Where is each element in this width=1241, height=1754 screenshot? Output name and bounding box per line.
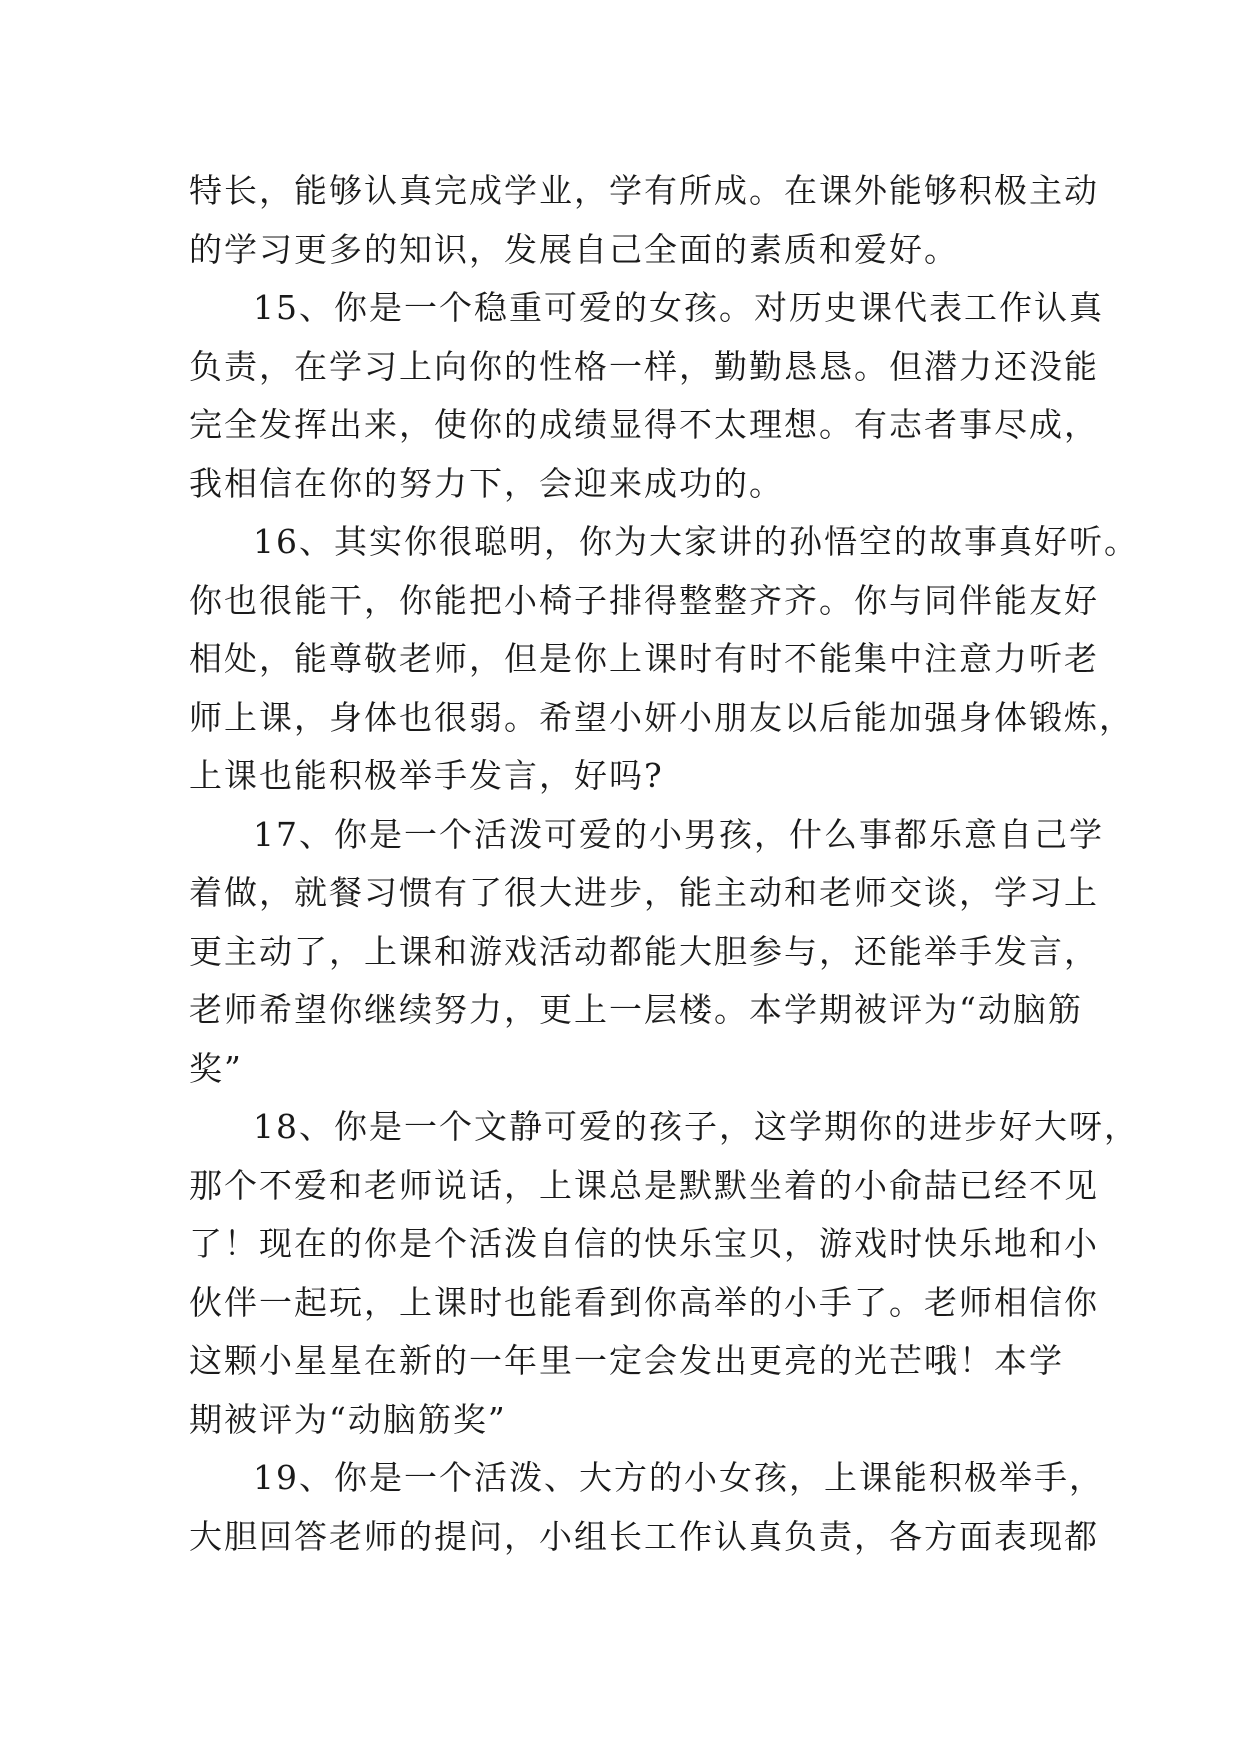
text-line: 上课也能积极举手发言，好吗? — [189, 756, 664, 795]
text-line: 18、你是一个文静可爱的孩子，这学期你的进步好大呀， — [253, 1107, 1139, 1146]
text-line: 这颗小星星在新的一年里一定会发出更亮的光芒哦！本学 — [189, 1341, 1064, 1380]
text-line: 了！现在的你是个活泼自信的快乐宝贝，游戏时快乐地和小 — [189, 1224, 1099, 1263]
text-line: 老师希望你继续努力，更上一层楼。本学期被评为“动脑筋 — [189, 990, 1083, 1029]
text-line: 负责，在学习上向你的性格一样，勤勤恳恳。但潜力还没能 — [189, 346, 1099, 386]
text-line: 伙伴一起玩，上课时也能看到你高举的小手了。老师相信你 — [189, 1282, 1099, 1322]
text-line: 完全发挥出来，使你的成绩显得不太理想。有志者事尽成， — [189, 405, 1099, 444]
text-line: 19、你是一个活泼、大方的小女孩，上课能积极举手， — [253, 1458, 1104, 1497]
text-line: 你也很能干，你能把小椅子排得整整齐齐。你与同伴能友好 — [189, 580, 1099, 620]
text-line: 我相信在你的努力下，会迎来成功的。 — [189, 463, 784, 503]
text-line: 着做，就餐习惯有了很大进步，能主动和老师交谈，学习上 — [189, 873, 1099, 912]
text-line: 的学习更多的知识，发展自己全面的素质和爱好。 — [189, 229, 959, 269]
text-line: 17、你是一个活泼可爱的小男孩，什么事都乐意自己学 — [253, 814, 1104, 854]
text-line: 相处，能尊敬老师，但是你上课时有时不能集中注意力听老 — [189, 639, 1099, 678]
text-line: 16、其实你很聪明，你为大家讲的孙悟空的故事真好听。 — [253, 522, 1139, 561]
text-line: 期被评为“动脑筋奖” — [189, 1399, 507, 1439]
text-line: 特长，能够认真完成学业，学有所成。在课外能够积极主动 — [189, 171, 1099, 210]
document-body — [189, 162, 1139, 1566]
text-line: 师上课，身体也很弱。希望小妍小朋友以后能加强身体锻炼， — [189, 697, 1134, 737]
text-line: 更主动了，上课和游戏活动都能大胆参与，还能举手发言， — [189, 931, 1099, 971]
text-line: 15、你是一个稳重可爱的女孩。对历史课代表工作认真 — [253, 288, 1104, 327]
text-line: 那个不爱和老师说话，上课总是默默坐着的小俞喆已经不见 — [189, 1165, 1099, 1205]
text-line: 奖” — [189, 1048, 243, 1088]
text-line: 大胆回答老师的提问，小组长工作认真负责，各方面表现都 — [189, 1516, 1099, 1556]
